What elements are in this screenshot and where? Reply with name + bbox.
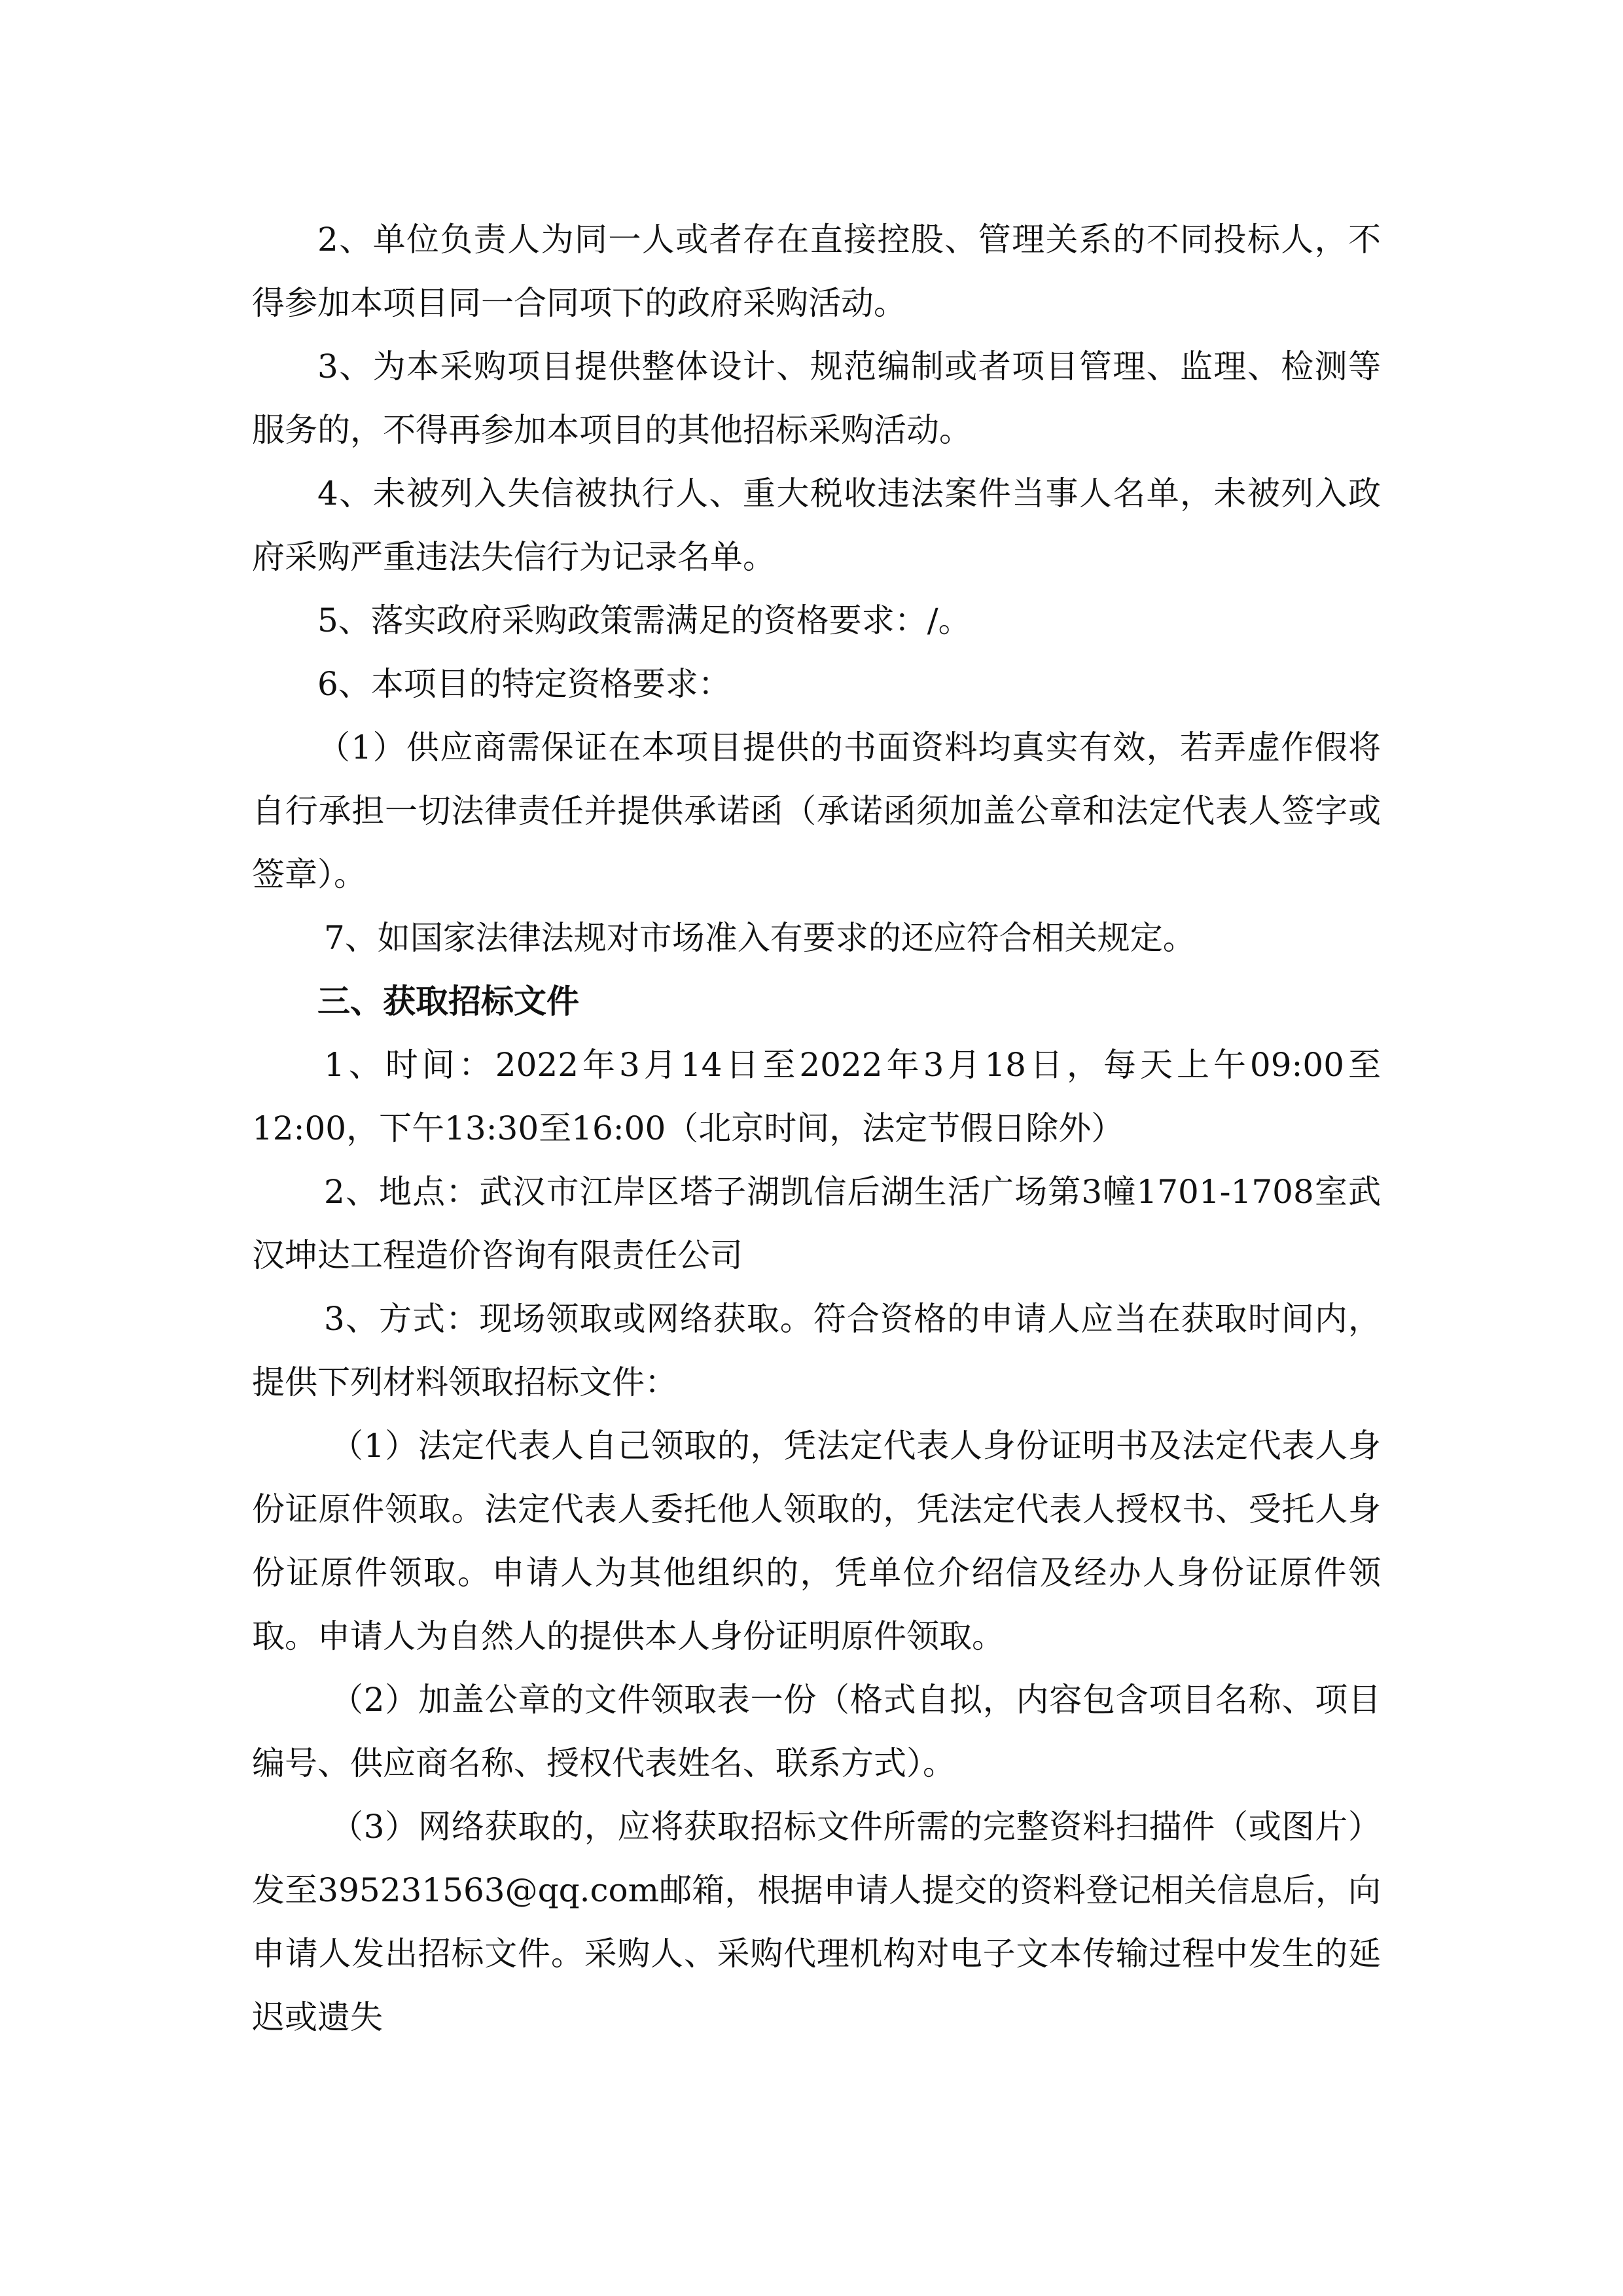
paragraph-obtain-location: 2、地点：武汉市江岸区塔子湖凯信后湖生活广场第3幢1701-1708室武汉坤达工程造价咨询有限责任公司 <box>252 1173 1381 1274</box>
paragraph-obtain-time: 1、时间：2022年3月14日至2022年3月18日，每天上午09:00至12:00，下午13:30至16:00（北京时间，法定节假日除外） <box>252 1046 1381 1147</box>
section-heading-obtain-documents: 三、获取招标文件 <box>317 982 579 1020</box>
paragraph-obtain-method-2: （2）加盖公章的文件领取表一份（格式自拟，内容包含项目名称、项目编号、供应商名称、授权代表姓名、联系方式）。 <box>252 1681 1381 1782</box>
paragraph-requirement-6-1: （1）供应商需保证在本项目提供的书面资料均真实有效，若弄虚作假将自行承担一切法律责任并提供承诺函（承诺函须加盖公章和法定代表人签字或签章）。 <box>252 728 1381 893</box>
paragraph-requirement-6: 6、本项目的特定资格要求： <box>317 665 731 703</box>
paragraph-obtain-method-3: （3）网络获取的，应将获取招标文件所需的完整资料扫描件（或图片）发至395231563@qq.com邮箱，根据申请人提交的资料登记相关信息后，向申请人发出招标文件。采购人、采购代理机构对电子文本传输过程中发生的延迟或遗失 <box>252 1808 1381 2036</box>
document-page <box>252 208 1381 2049</box>
paragraph-requirement-2: 2、单位负责人为同一人或者存在直接控股、管理关系的不同投标人，不得参加本项目同一合同项下的政府采购活动。 <box>252 221 1381 322</box>
paragraph-requirement-3: 3、为本采购项目提供整体设计、规范编制或者项目管理、监理、检测等服务的，不得再参加本项目的其他招标采购活动。 <box>252 348 1381 449</box>
paragraph-requirement-4: 4、未被列入失信被执行人、重大税收违法案件当事人名单，未被列入政府采购严重违法失信行为记录名单。 <box>252 475 1381 576</box>
paragraph-requirement-7: 7、如国家法律法规对市场准入有要求的还应符合相关规定。 <box>324 919 1196 957</box>
paragraph-requirement-5: 5、落实政府采购政策需满足的资格要求：/。 <box>317 601 971 639</box>
paragraph-obtain-method: 3、方式：现场领取或网络获取。符合资格的申请人应当在获取时间内，提供下列材料领取招标文件： <box>252 1300 1381 1401</box>
paragraph-obtain-method-1: （1）法定代表人自己领取的，凭法定代表人身份证明书及法定代表人身份证原件领取。法定代表人委托他人领取的，凭法定代表人授权书、受托人身份证原件领取。申请人为其他组织的，凭单位介绍信及经办人身份证原件领取。申请人为自然人的提供本人身份证明原件领取。 <box>252 1427 1381 1655</box>
